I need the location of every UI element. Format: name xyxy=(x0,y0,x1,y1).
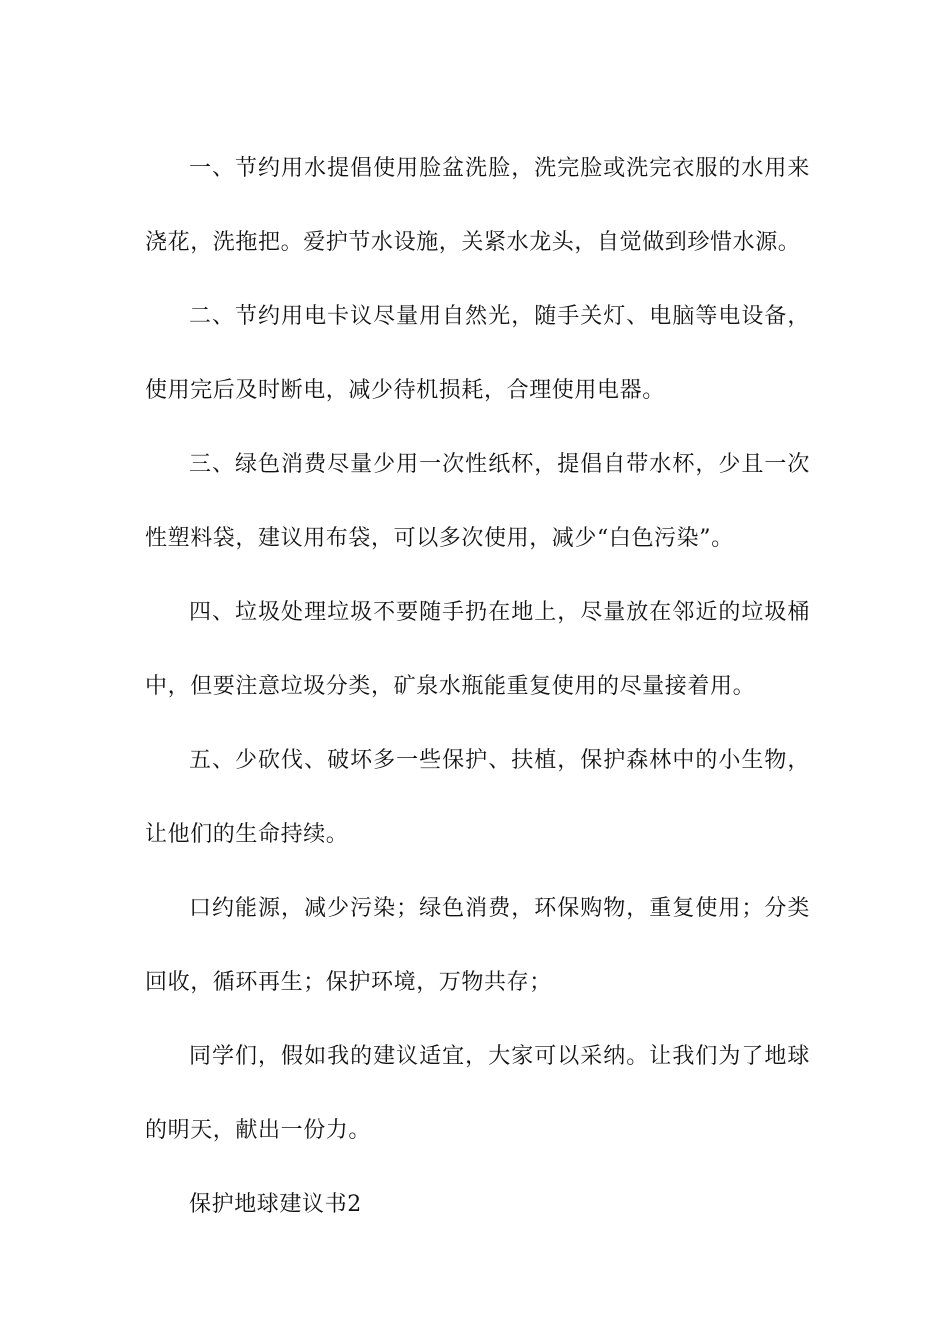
paragraph-slogans: 口约能源，减少污染；绿色消费，环保购物，重复使用；分类回收，循环再生；保护环境，万物共存； xyxy=(145,896,810,995)
paragraph-forest: 五、少砍伐、破坏多一些保护、扶植，保护森林中的小生物，让他们的生命持续。 xyxy=(145,748,810,847)
paragraph-water: 一、节约用水提倡使用脸盆洗脸，洗完脸或洗完衣服的水用来浇花，洗拖把。爱护节水设施，关紧水龙头，自觉做到珍惜水源。 xyxy=(145,156,810,255)
paragraph-electricity: 二、节约用电卡议尽量用自然光，随手关灯、电脑等电设备，使用完后及时断电，减少待机损耗，合理使用电器。 xyxy=(145,304,810,403)
paragraph-garbage: 四、垃圾处理垃圾不要随手扔在地上，尽量放在邻近的垃圾桶中，但要注意垃圾分类，矿泉水瓶能重复使用的尽量接着用。 xyxy=(145,600,810,699)
section-heading: 保护地球建议书2 xyxy=(189,1192,362,1217)
paragraph-green-consumption: 三、绿色消费尽量少用一次性纸杯，提倡自带水杯，少且一次性塑料袋，建议用布袋，可以多次使用，减少“白色污染”。 xyxy=(145,452,810,551)
paragraph-closing: 同学们，假如我的建议适宜，大家可以采纳。让我们为了地球的明天，献出一份力。 xyxy=(145,1044,810,1143)
document-body xyxy=(145,132,810,1242)
